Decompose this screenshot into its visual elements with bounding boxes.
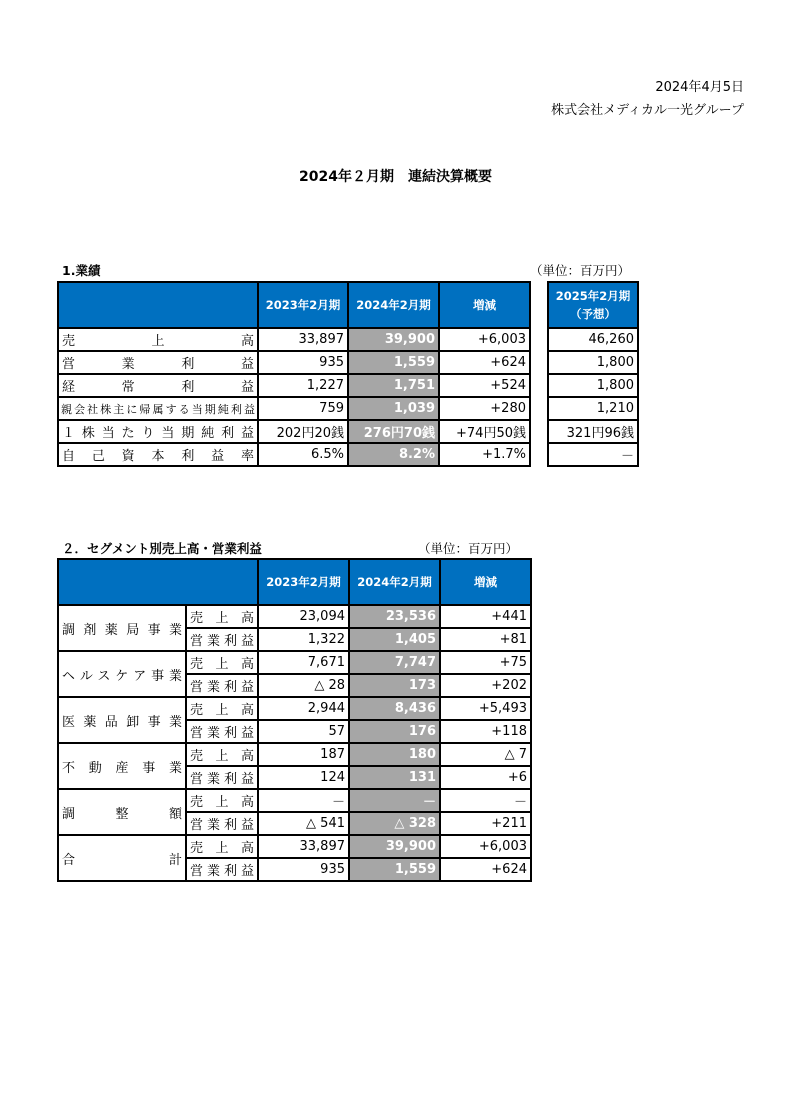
segment-table: [57, 558, 532, 882]
table-row: [58, 651, 531, 674]
section2-unit: （単位：百万円）: [418, 541, 519, 556]
value-change: +441: [440, 605, 531, 628]
item-label: 売上高: [186, 697, 258, 720]
value-2023: 23,094: [258, 605, 349, 628]
value-change: +211: [440, 812, 531, 835]
table-row: [58, 789, 531, 812]
value-forecast: 1,800: [548, 351, 638, 374]
segment-name: 医薬品卸事業: [58, 697, 186, 743]
value-forecast: 321円96銭: [548, 420, 638, 443]
section1-title: 1.業績: [62, 263, 101, 278]
results-table: [57, 281, 531, 467]
value-2023: 7,671: [258, 651, 349, 674]
value-2024: －: [349, 789, 440, 812]
forecast-period: 2025年2月期: [555, 289, 631, 303]
header-blank: [58, 282, 258, 328]
value-2024: 176: [349, 720, 440, 743]
value-2024: 39,900: [348, 328, 439, 351]
value-2023: 2,944: [258, 697, 349, 720]
segment-name: 合計: [58, 835, 186, 881]
value-change: －: [440, 789, 531, 812]
value-2024: 8,436: [349, 697, 440, 720]
value-2023: 202円20銭: [258, 420, 348, 443]
forecast-row: [548, 443, 638, 466]
item-label: 営業利益: [186, 720, 258, 743]
value-2023: 187: [258, 743, 349, 766]
forecast-header-row: [548, 282, 638, 328]
table-row: [58, 328, 530, 351]
value-2023: 1,227: [258, 374, 348, 397]
header-2024: 2024年2月期: [348, 282, 439, 328]
value-change: +624: [439, 351, 530, 374]
segment-name: 調整額: [58, 789, 186, 835]
item-label: 売上高: [186, 651, 258, 674]
value-2024: 1,559: [348, 351, 439, 374]
value-change: +280: [439, 397, 530, 420]
value-2024: 39,900: [349, 835, 440, 858]
value-forecast: 1,800: [548, 374, 638, 397]
row-label: １株当たり当期純利益: [58, 420, 258, 443]
header-forecast: [548, 282, 638, 328]
table-row: [58, 420, 530, 443]
value-2024: 276円70銭: [348, 420, 439, 443]
section1-unit: （単位：百万円）: [530, 263, 631, 278]
value-2023: 57: [258, 720, 349, 743]
row-label: 営業利益: [58, 351, 258, 374]
forecast-row: [548, 397, 638, 420]
forecast-row: [548, 328, 638, 351]
header-2024: 2024年2月期: [349, 559, 440, 605]
table-row: [58, 351, 530, 374]
value-change: +118: [440, 720, 531, 743]
value-2024: 180: [349, 743, 440, 766]
row-label: 自己資本利益率: [58, 443, 258, 466]
table-row: [58, 697, 531, 720]
value-change: +74円50銭: [439, 420, 530, 443]
value-2023: 33,897: [258, 328, 348, 351]
row-label: 売上高: [58, 328, 258, 351]
header-change: 増減: [440, 559, 531, 605]
header-2023: 2023年2月期: [258, 559, 349, 605]
header-2023: 2023年2月期: [258, 282, 348, 328]
value-2023: △ 28: [258, 674, 349, 697]
forecast-row: [548, 351, 638, 374]
value-change: +6,003: [439, 328, 530, 351]
row-label: 親会社株主に帰属する当期純利益: [58, 397, 258, 420]
segment-name: ヘルスケア事業: [58, 651, 186, 697]
value-2023: －: [258, 789, 349, 812]
forecast-row: [548, 374, 638, 397]
value-change: +624: [440, 858, 531, 881]
row-label: 経常利益: [58, 374, 258, 397]
value-2024: 1,559: [349, 858, 440, 881]
value-change: +5,493: [440, 697, 531, 720]
value-change: +75: [440, 651, 531, 674]
value-2024: 1,751: [348, 374, 439, 397]
item-label: 営業利益: [186, 628, 258, 651]
value-2024: △ 328: [349, 812, 440, 835]
value-2024: 8.2%: [348, 443, 439, 466]
table-row: [58, 605, 531, 628]
value-2023: 124: [258, 766, 349, 789]
value-change: +202: [440, 674, 531, 697]
value-2023: 759: [258, 397, 348, 420]
table-row: [58, 743, 531, 766]
value-change: +6: [440, 766, 531, 789]
item-label: 営業利益: [186, 766, 258, 789]
value-forecast: 1,210: [548, 397, 638, 420]
segment-name: 不動産事業: [58, 743, 186, 789]
value-forecast: 46,260: [548, 328, 638, 351]
item-label: 売上高: [186, 605, 258, 628]
item-label: 営業利益: [186, 674, 258, 697]
section2-title: ２．セグメント別売上高・営業利益: [62, 541, 262, 556]
value-change: +1.7%: [439, 443, 530, 466]
value-change: +524: [439, 374, 530, 397]
results-header-row: [58, 282, 530, 328]
value-2024: 131: [349, 766, 440, 789]
forecast-table: [547, 281, 639, 467]
value-2023: △ 541: [258, 812, 349, 835]
forecast-note: （予想）: [570, 307, 616, 321]
item-label: 営業利益: [186, 858, 258, 881]
item-label: 営業利益: [186, 812, 258, 835]
item-label: 売上高: [186, 835, 258, 858]
segment-header-row: [58, 559, 531, 605]
page-title: 2024年２月期 連結決算概要: [299, 169, 492, 185]
table-row: [58, 443, 530, 466]
item-label: 売上高: [186, 743, 258, 766]
table-row: [58, 835, 531, 858]
value-2023: 33,897: [258, 835, 349, 858]
value-change: +81: [440, 628, 531, 651]
value-2024: 23,536: [349, 605, 440, 628]
value-2024: 1,039: [348, 397, 439, 420]
header-blank: [58, 559, 258, 605]
value-change: +6,003: [440, 835, 531, 858]
table-row: [58, 397, 530, 420]
value-change: △ 7: [440, 743, 531, 766]
value-2023: 1,322: [258, 628, 349, 651]
value-2024: 1,405: [349, 628, 440, 651]
value-2023: 6.5%: [258, 443, 348, 466]
header-change: 増減: [439, 282, 530, 328]
segment-name: 調剤薬局事業: [58, 605, 186, 651]
value-2023: 935: [258, 351, 348, 374]
company-name: 株式会社メディカル一光グループ: [551, 103, 744, 118]
item-label: 売上高: [186, 789, 258, 812]
table-row: [58, 374, 530, 397]
report-date: 2024年4月5日: [655, 80, 744, 95]
value-2024: 173: [349, 674, 440, 697]
value-2024: 7,747: [349, 651, 440, 674]
value-2023: 935: [258, 858, 349, 881]
forecast-row: [548, 420, 638, 443]
value-forecast: －: [548, 443, 638, 466]
